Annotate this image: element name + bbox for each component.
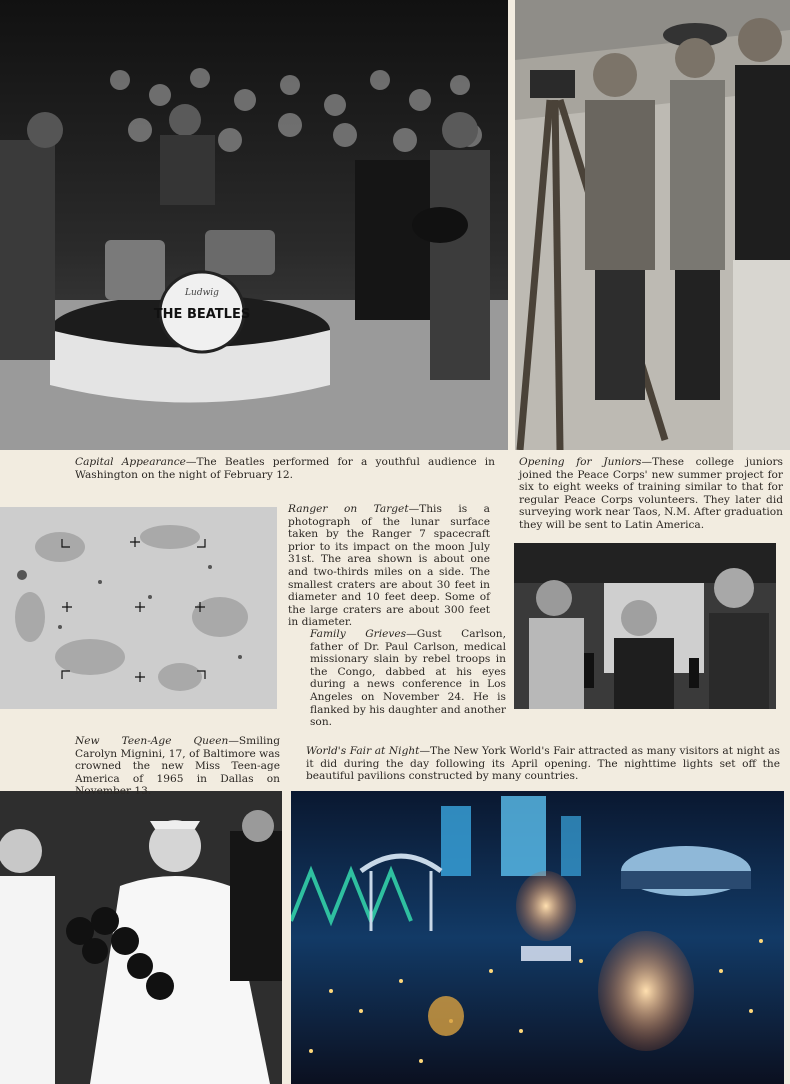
caption-body: —The Beatles performed for a youthful audience in Washington on the night of February 12. xyxy=(75,456,495,481)
family-press-conference-photo xyxy=(514,543,776,709)
caption-title: New Teen-Age Queen xyxy=(75,735,229,747)
teen-queen-photo xyxy=(0,791,282,1084)
caption-opening-for-juniors xyxy=(519,456,783,532)
caption-body: —Gust Carlson, father of Dr. Paul Carlson, medical missionary slain by rebel troops in the Congo, dabbed at his eyes during a news conference in Los Angeles on November 24. He is flanked by his daughter and another son. xyxy=(310,628,506,729)
caption-title: Family Grieves xyxy=(310,628,407,640)
caption-body: —The New York World's Fair attracted as many visitors at night as it did during the day following its April opening. The nighttime lights set off the beautiful pavilions constructed by many countries. xyxy=(306,745,780,783)
caption-title: World's Fair at Night xyxy=(306,745,420,757)
caption-ranger-on-target xyxy=(288,503,490,629)
worlds-fair-night-photo xyxy=(291,791,784,1084)
beatles-concert-photo xyxy=(0,0,508,450)
caption-body: —This is a photograph of the lunar surface taken by the Ranger 7 spacecraft prior to its impact on the moon July 31st. The area shown is about one and two-thirds miles on a side. The smallest craters are about 30 feet in diameter and 10 feet deep. Some of the large craters are about 300 feet in diameter. xyxy=(288,503,490,629)
lunar-surface-photo xyxy=(0,507,277,709)
caption-worlds-fair-at-night xyxy=(306,745,780,783)
drum-logo-text: THE BEATLES xyxy=(153,307,251,322)
caption-new-teen-age-queen xyxy=(75,735,280,798)
caption-capital-appearance xyxy=(75,456,495,481)
caption-body: —These college juniors joined the Peace Corps' new summer project for six to eight weeks of training similar to that for regular Peace Corps volunteers. They later did surveying work near Taos, N.M. After graduation they will be sent to Latin America. xyxy=(519,456,783,531)
caption-family-grieves xyxy=(310,628,506,729)
caption-title: Opening for Juniors xyxy=(519,456,642,468)
drum-brand-text: Ludwig xyxy=(185,288,219,298)
caption-title: Capital Appearance xyxy=(75,456,186,468)
peace-corps-survey-photo xyxy=(515,0,790,450)
caption-title: Ranger on Target xyxy=(288,503,409,515)
caption-body: —Smiling Carolyn Mignini, 17, of Baltimore was crowned the new Miss Teen-age America of 1965 in Dallas on November 13. xyxy=(75,735,280,798)
